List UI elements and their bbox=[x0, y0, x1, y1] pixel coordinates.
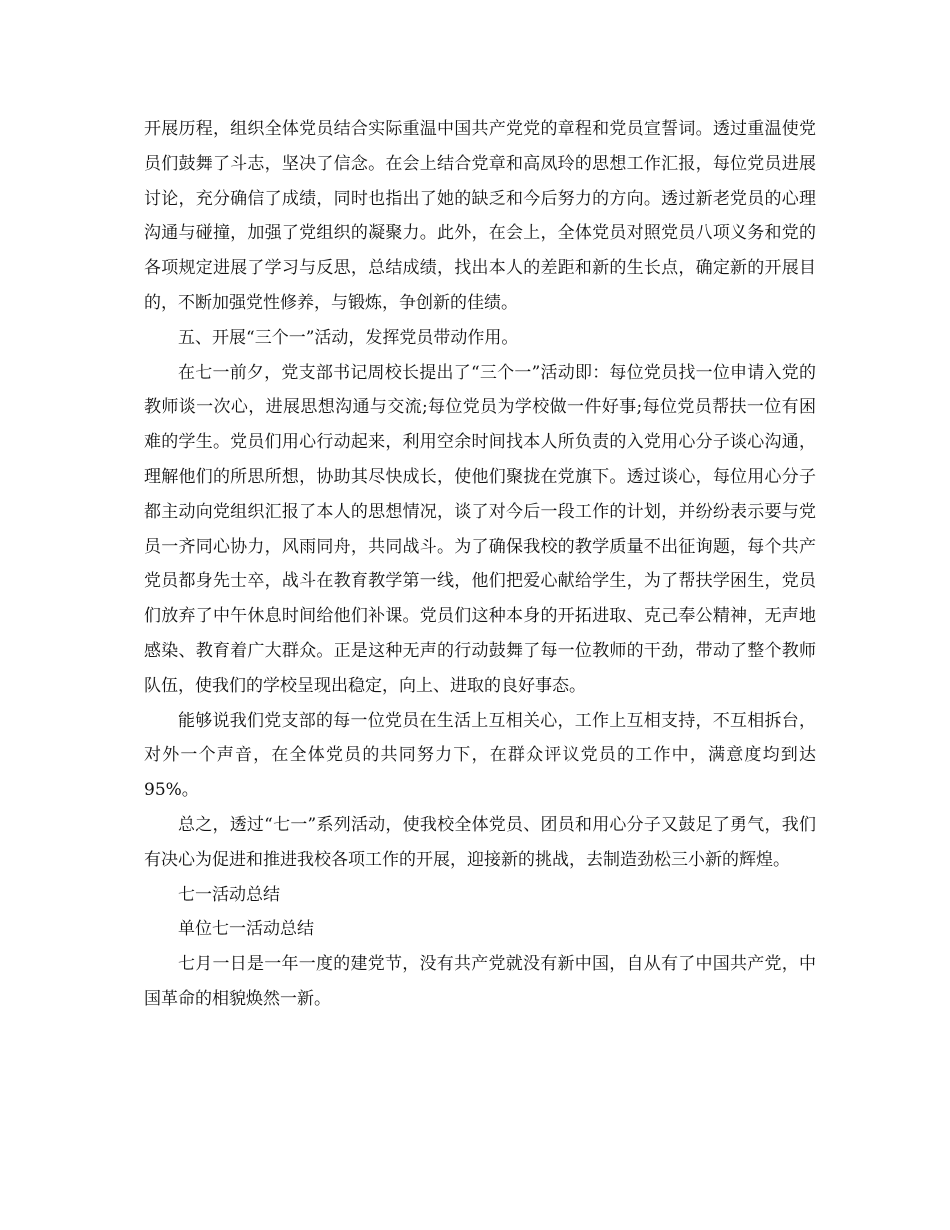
paragraph-satisfaction: 能够说我们党支部的每一位党员在生活上互相关心，工作上互相支持，不互相拆台，对外一个声音，在全体党员的共同努力下，在群众评议党员的工作中，满意度均到达95%。 bbox=[144, 710, 816, 801]
paragraph-founding-day: 七月一日是一年一度的建党节，没有共产党就没有新中国，自从有了中国共产党，中国革命的相貌焕然一新。 bbox=[144, 954, 816, 1009]
paragraph-conclusion: 总之，透过“七一”系列活动，使我校全体党员、团员和用心分子又鼓足了勇气，我们有决心为促进和推进我校各项工作的开展，迎接新的挑战，去制造劲松三小新的辉煌。 bbox=[144, 814, 816, 870]
paragraph-party-review: 开展历程，组织全体党员结合实际重温中国共产党党的章程和党员宣誓词。透过重温使党员们鼓舞了斗志，坚决了信念。在会上结合党章和高凤玲的思想工作汇报，每位党员进展讨论，充分确信了成绩，同时也指出了她的缺乏和今后努力的方向。透过新老党员的心理沟通与碰撞，加强了党组织的凝聚力。此外，在会上，全体党员对照党员八项义务和党的各项规定进展了学习与反思，总结成绩，找出本人的差距和新的生长点，确定新的开展目的，不断加强党性修养，与锻炼，争创新的佳绩。 bbox=[144, 119, 816, 313]
section-heading-three-ones: 五、开展“三个一”活动，发挥党员带动作用。 bbox=[178, 327, 519, 348]
title-july-first-summary: 七一活动总结 bbox=[178, 884, 280, 905]
paragraph-three-ones-activity: 在七一前夕，党支部书记周校长提出了“三个一”活动即：每位党员找一位申请入党的教师谈一次心，进展思想沟通与交流;每位党员为学校做一件好事;每位党员帮扶一位有困难的学生。党员们用心行动起来，利用空余时间找本人所负责的入党用心分子谈心沟通，理解他们的所思所想，协助其尽快成长，使他们聚拢在党旗下。透过谈心，每位用心分子都主动向党组织汇报了本人的思想情况，谈了对今后一段工作的计划，并纷纷表示要与党员一齐同心协力，风雨同舟，共同战斗。为了确保我校的教学质量不出征询题，每个共产党员都身先士卒，战斗在教育教学第一线，他们把爱心献给学生，为了帮扶学困生，党员们放弃了中午休息时间给他们补课。党员们这种本身的开拓进取、克己奉公精神，无声地感染、教育着广大群众。正是这种无声的行动鼓舞了每一位教师的干劲，带动了整个教师队伍，使我们的学校呈现出稳定，向上、进取的良好事态。 bbox=[144, 362, 816, 696]
title-unit-july-first-summary: 单位七一活动总结 bbox=[178, 919, 314, 940]
document-body bbox=[144, 112, 816, 1017]
